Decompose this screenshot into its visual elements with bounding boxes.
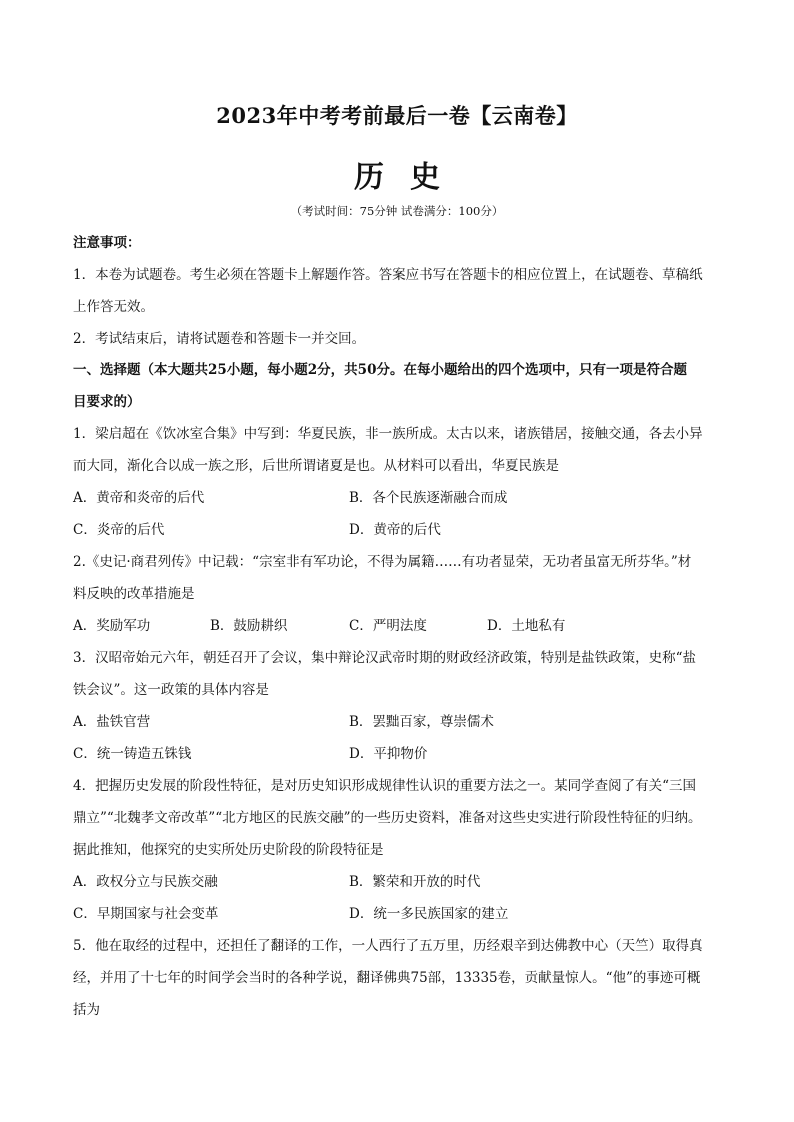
note-item-1-line-1: 1．本卷为试题卷。考生必须在答题卡上解题作答。答案应书写在答题卡的相应位置上，在试题卷、草稿纸 (73, 267, 703, 283)
exam-title: 2023年中考考前最后一卷【云南卷】 (216, 103, 578, 128)
question-5-line-1: 5．他在取经的过程中，还担任了翻译的工作，一人西行了五万里，历经艰辛到达佛教中心（天竺）取得真 (73, 938, 703, 954)
question-1-option-d: D．黄帝的后代 (349, 522, 441, 538)
question-5-line-3: 括为 (73, 1002, 100, 1018)
question-4-line-1: 4．把握历史发展的阶段性特征，是对历史知识形成规律性认识的重要方法之一。某同学查阅了有关“三国 (73, 778, 696, 794)
question-4-option-d: D．统一多民族国家的建立 (349, 906, 509, 922)
question-4-line-3: 据此推知，他探究的史实所处历史阶段的阶段特征是 (73, 842, 384, 858)
question-2-option-b: B．鼓励耕织 (210, 618, 288, 634)
question-4-option-a: A．政权分立与民族交融 (73, 874, 218, 890)
question-2-line-1: 2.《史记·商君列传》中记载：“宗室非有军功论，不得为属籍……有功者显荣，无功者虽富无所芬华。”材 (73, 554, 692, 570)
question-2-option-c: C．严明法度 (349, 618, 427, 634)
notes-heading: 注意事项： (73, 235, 141, 251)
question-3-option-c: C．统一铸造五铢钱 (73, 746, 192, 762)
question-3-line-1: 3．汉昭帝始元六年，朝廷召开了会议，集中辩论汉武帝时期的财政经济政策，特别是盐铁政策，史称“盐 (73, 650, 696, 666)
question-1-line-1: 1．梁启超在《饮冰室合集》中写到：华夏民族，非一族所成。太古以来，诸族错居，接触交通，各去小异 (73, 426, 703, 442)
question-1-option-c: C．炎帝的后代 (73, 522, 165, 538)
note-item-1-line-2: 上作答无效。 (73, 299, 154, 315)
section-heading-line-2: 目要求的） (73, 394, 141, 410)
question-3-line-2: 铁会议”。这一政策的具体内容是 (73, 682, 269, 698)
question-4-line-2: 鼎立”“北魏孝文帝改革”“北方地区的民族交融”的一些历史资料，准备对这些史实进行阶段性特征的归纳。 (73, 810, 702, 826)
section-heading-line-1: 一、选择题（本大题共25小题，每小题2分，共50分。在每小题给出的四个选项中，只有一项是符合题 (73, 362, 687, 378)
note-item-2: 2．考试结束后，请将试题卷和答题卡一并交回。 (73, 331, 366, 347)
question-3-option-a: A．盐铁官营 (73, 714, 151, 730)
question-2-line-2: 料反映的改革措施是 (73, 586, 195, 602)
question-2-option-d: D．土地私有 (487, 618, 566, 634)
question-2-option-a: A．奖励军功 (73, 618, 151, 634)
exam-info: （考试时间：75分钟 试卷满分：100分） (290, 204, 504, 218)
question-5-line-2: 经，并用了十七年的时间学会当时的各种学说，翻译佛典75部，13335卷，贡献量惊人。“他”的事迹可概 (73, 970, 701, 986)
question-4-option-b: B．繁荣和开放的时代 (349, 874, 481, 890)
question-1-option-a: A．黄帝和炎帝的后代 (73, 490, 205, 506)
subject-title: 历史 (354, 160, 466, 195)
question-3-option-b: B．罢黜百家，尊崇儒术 (349, 714, 494, 730)
question-1-option-b: B．各个民族逐渐融合而成 (349, 490, 508, 506)
question-3-option-d: D．平抑物价 (349, 746, 428, 762)
question-1-line-2: 而大同，渐化合以成一族之形，后世所谓诸夏是也。从材料可以看出，华夏民族是 (73, 458, 559, 474)
question-4-option-c: C．早期国家与社会变革 (73, 906, 219, 922)
